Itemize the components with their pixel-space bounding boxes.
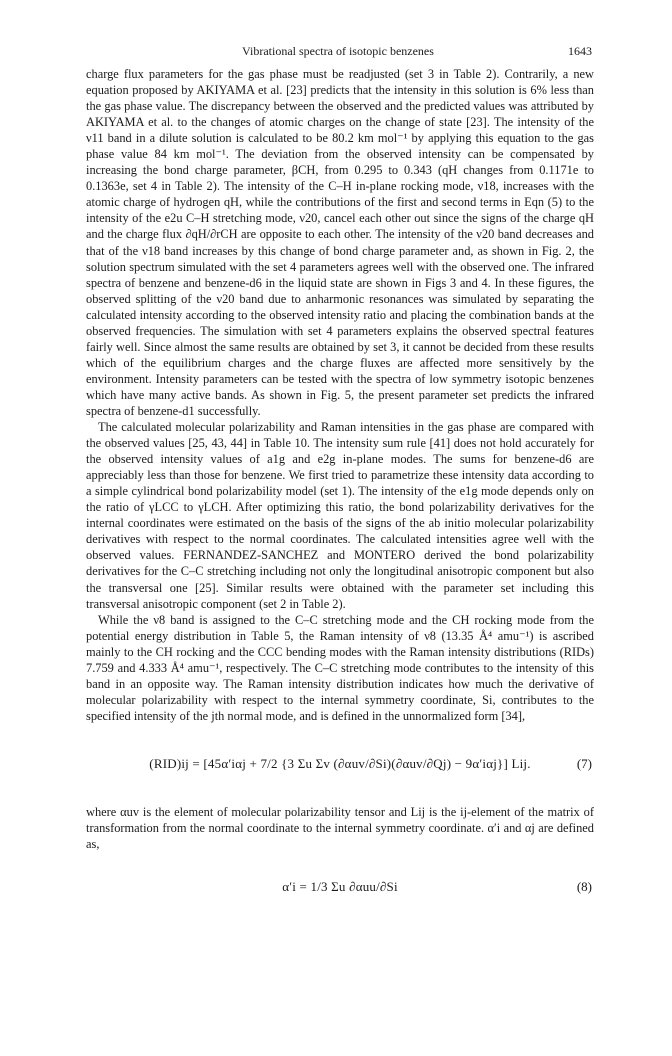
page-number: 1643	[568, 44, 592, 58]
equation-8	[86, 860, 594, 914]
page-header	[88, 44, 592, 64]
paragraph-1: charge flux parameters for the gas phase must be readjusted (set 3 in Table 2). Contrarily, a new equation proposed by AKIYAMA et al. [23] predicts that the intensity in this solution is 6% less than the gas phase value. The discrepancy between the observed and the predicted values was attributed by AKIYAMA et al. to the changes of atomic charges on the change of state [23]. The intensity of the ν11 band in a dilute solution is calculated to be 80.2 km mol⁻¹ by applying this equation to the gas phase value 84 km mol⁻¹. The deviation from the observed intensity can be compensated by increasing the bond charge parameter, βCH, from 0.295 to 0.343 (qH changes from 0.1171e to 0.1363e, set 4 in Table 2). The intensity of the C–H in-plane rocking mode, ν18, increases with the atomic charge of hydrogen qH, while the contributions of the first and second terms in Eqn (5) to the intensity of the e2u C–H stretching mode, ν20, cancel each other out since the signs of the charge qH and the charge flux ∂qH/∂rCH are opposite to each other. The intensity of the ν20 band decreases and that of the ν18 band increases by this change of bond charge parameter and, as shown in Fig. 2, the solution spectrum simulated with the set 4 parameters agrees well with the observed one. The infrared spectra of benzene and benzene-d6 in the liquid state are shown in Figs 3 and 4. In these figures, the observed splitting of the ν20 band due to anharmonic resonances was simulated by separating the calculated intensity according to the observed intensity ratio and placing the combination bands at the observed frequencies. The simulation with set 4 parameters explains the observed spectral features fairly well. Since almost the same results are obtained by set 3, it cannot be decided from these results which of the equilibrium charges and the charge fluxes are affected more sensitively by the environment. Intensity parameters can be tested with the spectra of low symmetry isotopic benzenes which have many active bands. As shown in Fig. 5, the present parameter set predicts the infrared spectra of benzene-d1 successfully.	[86, 67, 594, 418]
equation-7-number: (7)	[576, 755, 592, 771]
article-body	[86, 66, 594, 922]
equation-8-number: (8)	[576, 879, 592, 895]
equation-8-body: α′i = 1/3 Σu ∂αuu/∂Si	[282, 879, 398, 895]
paragraph-3: While the ν8 band is assigned to the C–C stretching mode and the CH rocking mode from the potential energy distribution in Table 5, the Raman intensity of ν8 (13.35 Å⁴ amu⁻¹) is ascribed mainly to the CH rocking and the CCC bending modes with the Raman intensity distributions (RIDs) 7.759 and 4.333 Å⁴ amu⁻¹, respectively. The C–C stretching mode contributes to the intensity of this band in an opposite way. The Raman intensity distribution indicates how much the derivative of molecular polarizability with respect to the internal symmetry coordinate, Si, contributes to the specified intensity of the jth normal mode, and is defined in the unnormalized form [34],	[86, 612, 594, 723]
paragraph-4: where αuv is the element of molecular polarizability tensor and Lij is the ij-element of the matrix of transformation from the normal coordinate to the internal symmetry coordinate. α′i and αj are defined as,	[86, 804, 594, 852]
paragraph-2: The calculated molecular polarizability and Raman intensities in the gas phase are compared with the observed values [25, 43, 44] in Table 10. The intensity sum rule [41] does not hold accurately for the observed intensity values of a1g and e2g in-plane modes. The sums for benzene-d6 are appreciably less than those for benzene. We first tried to parametrize these intensity data according to a simple cylindrical bond polarizability model (set 1). The intensity of the e1g mode depends only on the ratio of γLCC to γLCH. After optimizing this ratio, the bond polarizability derivatives for the internal coordinates were estimated on the basis of the signs of the ab initio molecular polarizability derivatives with respect to the normal coordinates. The calculated intensities agree well with the observed values. FERNANDEZ-SANCHEZ and MONTERO derived the bond polarizability derivatives for the C–C stretching including not only the longitudinal anisotropic component but also the transversal one [25]. Similar results were obtained with the parameter set including this transversal anisotropic component (set 2 in Table 2).	[86, 420, 594, 611]
equation-7	[86, 732, 594, 796]
equation-7-body: (RID)ij = [45α′iαj + 7/2 {3 Σu Σv (∂αuv/∂Si)(∂αuv/∂Qj) − 9α′iαj}] Lij.	[149, 755, 531, 771]
running-title: Vibrational spectra of isotopic benzenes	[242, 44, 434, 58]
